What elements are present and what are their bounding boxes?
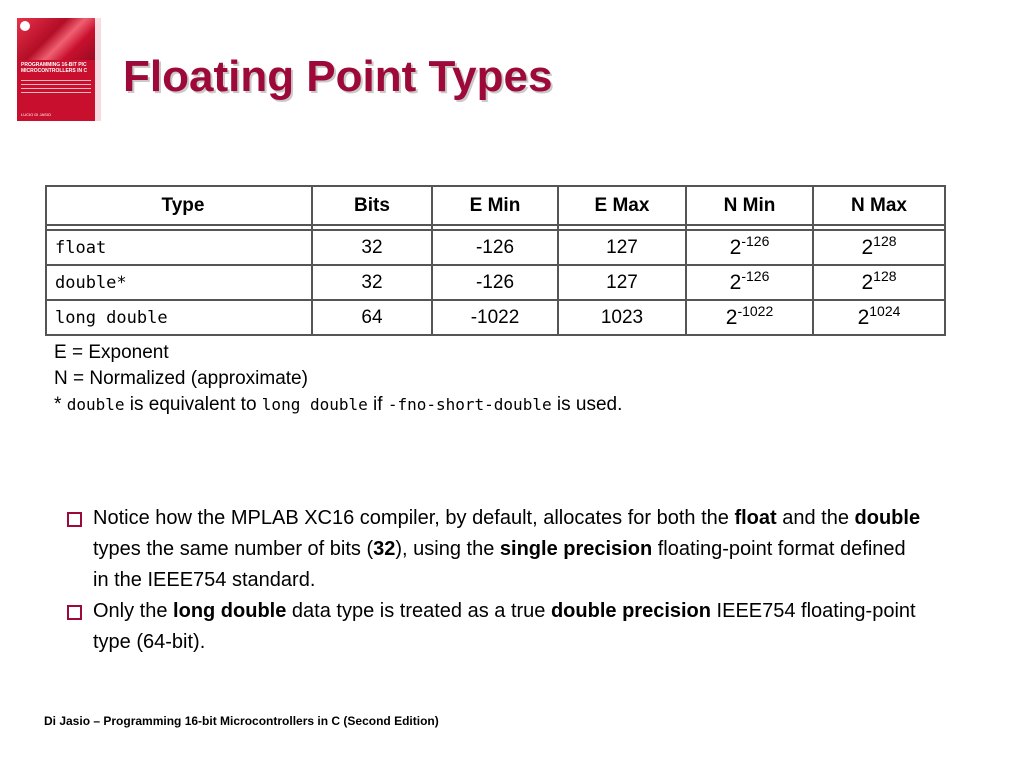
cell-bits: 32: [312, 230, 432, 265]
cover-text-lines: [21, 80, 91, 96]
cell-type: double*: [46, 265, 312, 300]
cell-type: long double: [46, 300, 312, 335]
note-text: if: [367, 394, 388, 415]
cover-title: PROGRAMMING 16-BIT PIC MICROCONTROLLERS IN C: [21, 62, 88, 74]
cell-n-max: [813, 300, 945, 335]
cell-type: float: [46, 230, 312, 265]
footer-citation: Di Jasio – Programming 16-bit Microcontrollers in C (Second Edition): [44, 714, 439, 728]
bullet-text: and the: [776, 507, 855, 529]
bullet-text: Notice how the MPLAB XC16 compiler, by default, allocates for both the: [93, 507, 735, 529]
cell-n-min: [686, 300, 813, 335]
cover-spine: [95, 18, 101, 121]
cell-e-max: 127: [558, 265, 686, 300]
bullet-list: [65, 503, 925, 658]
bullet-bold-text: double: [854, 507, 921, 529]
note-asterisk: *: [54, 394, 67, 415]
n-max-base: 2: [861, 270, 874, 294]
n-max-exponent: 128: [873, 232, 897, 249]
table-row: [46, 300, 945, 335]
bullet-bold-text: single precision: [499, 538, 653, 560]
bullet-text: IEEE754 floating-point type (64-bit).: [93, 600, 916, 653]
n-min-base: 2: [725, 305, 738, 329]
cell-e-min: -126: [432, 230, 558, 265]
note-code-long-double: long double: [261, 395, 368, 414]
note-text: is used.: [551, 394, 623, 415]
table-header-row: [46, 186, 945, 225]
bullet-bold-text: 32: [373, 538, 396, 560]
n-max-exponent: 128: [873, 267, 897, 284]
bullet-text: types the same number of bits (: [93, 538, 374, 560]
n-max-exponent: 1024: [869, 302, 901, 319]
table-notes: [54, 340, 622, 418]
note-normalized: N = Normalized (approximate): [54, 368, 308, 389]
bullet-text: floating-point format defined in the IEEE754 standard.: [93, 538, 906, 591]
n-min-exponent: -126: [741, 267, 770, 284]
note-code-double: double: [66, 395, 125, 414]
header-bits: Bits: [312, 186, 432, 225]
cell-bits: 32: [312, 265, 432, 300]
header-e-max: E Max: [558, 186, 686, 225]
n-min-base: 2: [729, 235, 742, 259]
bullet-text: data type is treated as a true: [286, 600, 551, 622]
cover-author: LUCIO DI JASIO: [21, 112, 52, 117]
slide-title: Floating Point Types: [123, 52, 553, 101]
n-min-exponent: -1022: [737, 302, 774, 319]
note-text: is equivalent to: [124, 394, 262, 415]
table-row: [46, 265, 945, 300]
cell-n-max: [813, 230, 945, 265]
header-e-min: E Min: [432, 186, 558, 225]
cell-e-min: -1022: [432, 300, 558, 335]
book-cover-image: [17, 18, 101, 121]
list-item: [65, 503, 925, 596]
publisher-logo-icon: [20, 21, 30, 31]
bullet-bold-text: double precision: [550, 600, 711, 622]
bullet-bold-text: float: [734, 507, 777, 529]
n-min-exponent: -126: [741, 232, 770, 249]
bullet-text: ), using the: [395, 538, 500, 560]
cell-e-max: 1023: [558, 300, 686, 335]
cell-e-max: 127: [558, 230, 686, 265]
cell-n-max: [813, 265, 945, 300]
header-n-max: N Max: [813, 186, 945, 225]
list-item: [65, 596, 925, 658]
floating-point-types-table: [45, 185, 946, 336]
cell-n-min: [686, 265, 813, 300]
note-exponent: E = Exponent: [54, 342, 169, 363]
header-n-min: N Min: [686, 186, 813, 225]
note-double-equivalence: [54, 392, 622, 418]
bullet-text: Only the: [93, 600, 174, 622]
bullet-bold-text: long double: [173, 600, 287, 622]
n-max-base: 2: [857, 305, 870, 329]
cell-e-min: -126: [432, 265, 558, 300]
header-type: Type: [46, 186, 312, 225]
n-max-base: 2: [861, 235, 874, 259]
checkbox-bullet-icon: [67, 605, 82, 620]
n-min-base: 2: [729, 270, 742, 294]
table-row: [46, 230, 945, 265]
cell-n-min: [686, 230, 813, 265]
checkbox-bullet-icon: [67, 512, 82, 527]
cell-bits: 64: [312, 300, 432, 335]
note-code-flag: -fno-short-double: [387, 395, 552, 414]
